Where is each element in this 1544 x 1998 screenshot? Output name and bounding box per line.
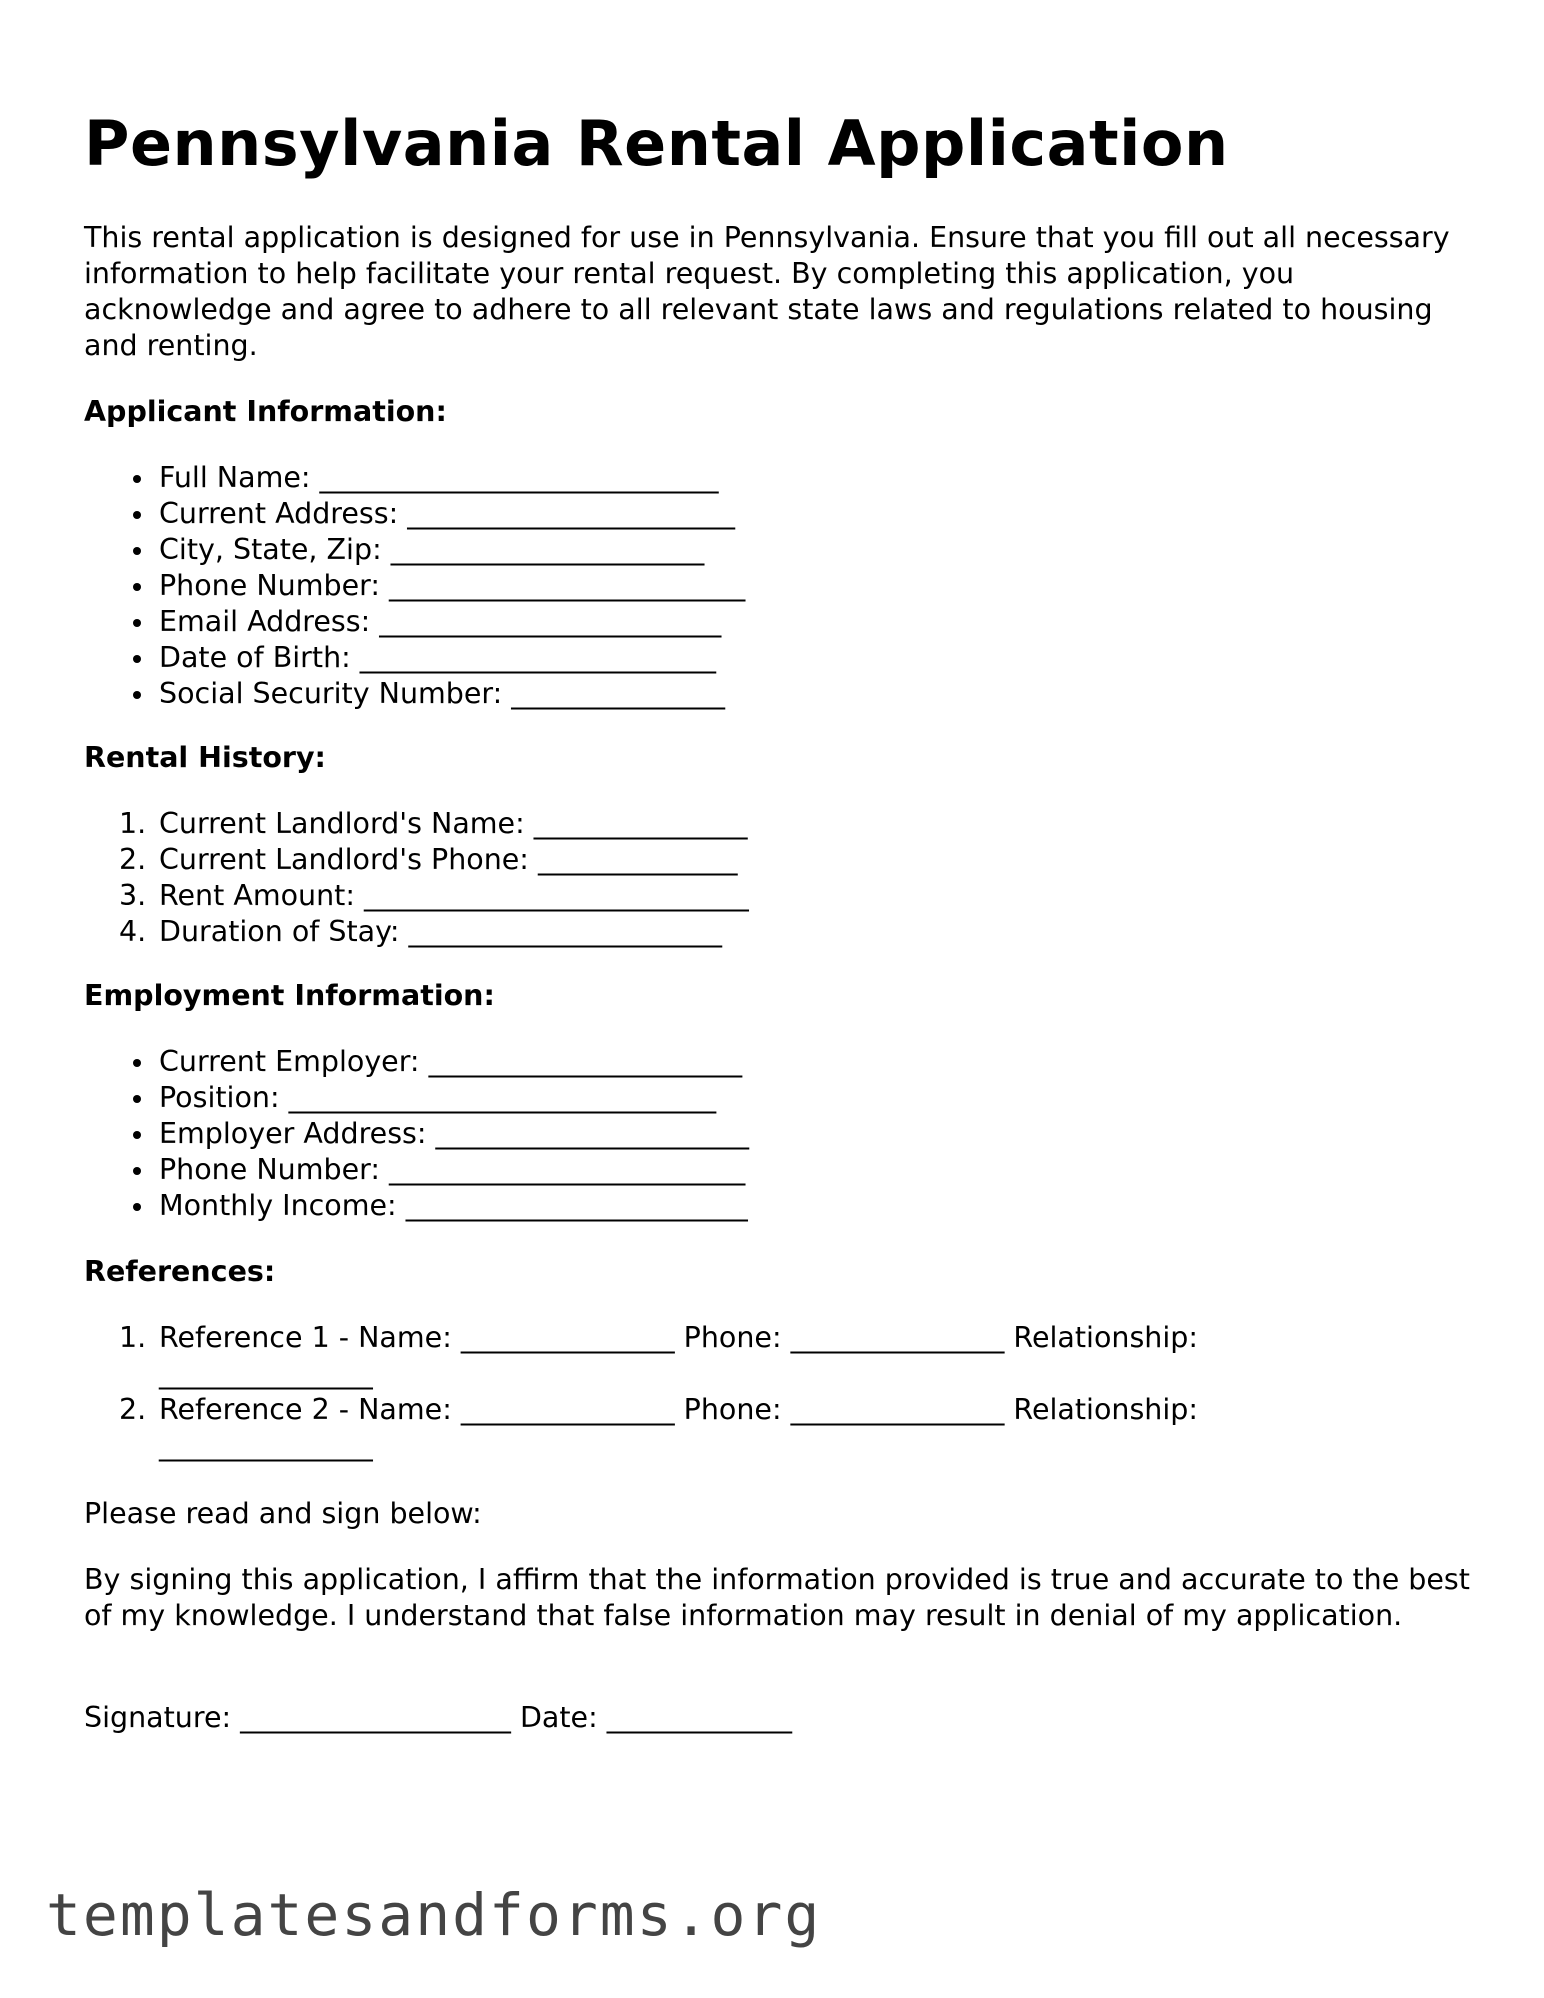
employment-list [159,1044,749,1224]
list-item: Monthly Income: ________________________ [159,1189,748,1222]
list-item: Position: ______________________________ [159,1080,749,1116]
list-item: Phone Number: _________________________ [159,1152,749,1188]
list-item: Full Name: ____________________________ [159,460,745,496]
list-item: Email Address: ________________________ [159,604,745,640]
list-item: Current Address: _______________________ [159,496,745,532]
list-item: 2. Current Landlord's Phone: ______________ [119,843,738,876]
list-item: 3. Rent Amount: ___________________________ [119,879,749,912]
affirmation-paragraph: By signing this application, I affirm that the information provided is true and accurate to the best of my knowledge. I understand that false information may result in denial of my application. [84,1563,1470,1632]
page-title: Pennsylvania Rental Application [84,107,1229,180]
applicant-heading: Applicant Information: [84,395,447,428]
sign-prompt: Please read and sign below: [84,1497,482,1530]
list-item: Current Employer: ______________________ [159,1044,749,1080]
list-item: 2. Reference 2 - Name: _______________ Phone: _______________ Relationship: _______________ [119,1393,1198,1462]
rental-history-list [119,806,749,950]
list-item: 4. Duration of Stay: ______________________ [119,915,723,948]
list-item: 1. Current Landlord's Name: _______________ [119,807,748,840]
list-item: City, State, Zip: ______________________ [159,532,745,568]
list-item: Phone Number: _________________________ [159,569,746,602]
list-item: Employer Address: ______________________ [159,1117,750,1150]
applicant-list [159,460,745,712]
rental-history-heading: Rental History: [84,741,326,774]
list-item: 1. Reference 1 - Name: _______________ Phone: _______________ Relationship: _______________ [119,1321,1198,1390]
references-list [119,1320,1359,1464]
employment-heading: Employment Information: [84,979,495,1012]
list-item: Social Security Number: _______________ [159,676,745,712]
signature-line: Signature: ___________________ Date: _____________ [84,1701,792,1734]
watermark: templatesandforms.org [46,1881,822,1949]
intro-paragraph: This rental application is designed for use in Pennsylvania. Ensure that you fill out all necessary information to help facilitate your rental request. By completing this application, you acknowledge and agree to adhere to all relevant state laws and regulations related to housing and renting. [84,221,1450,362]
list-item: Date of Birth: _________________________ [159,640,745,676]
references-heading: References: [84,1255,276,1288]
